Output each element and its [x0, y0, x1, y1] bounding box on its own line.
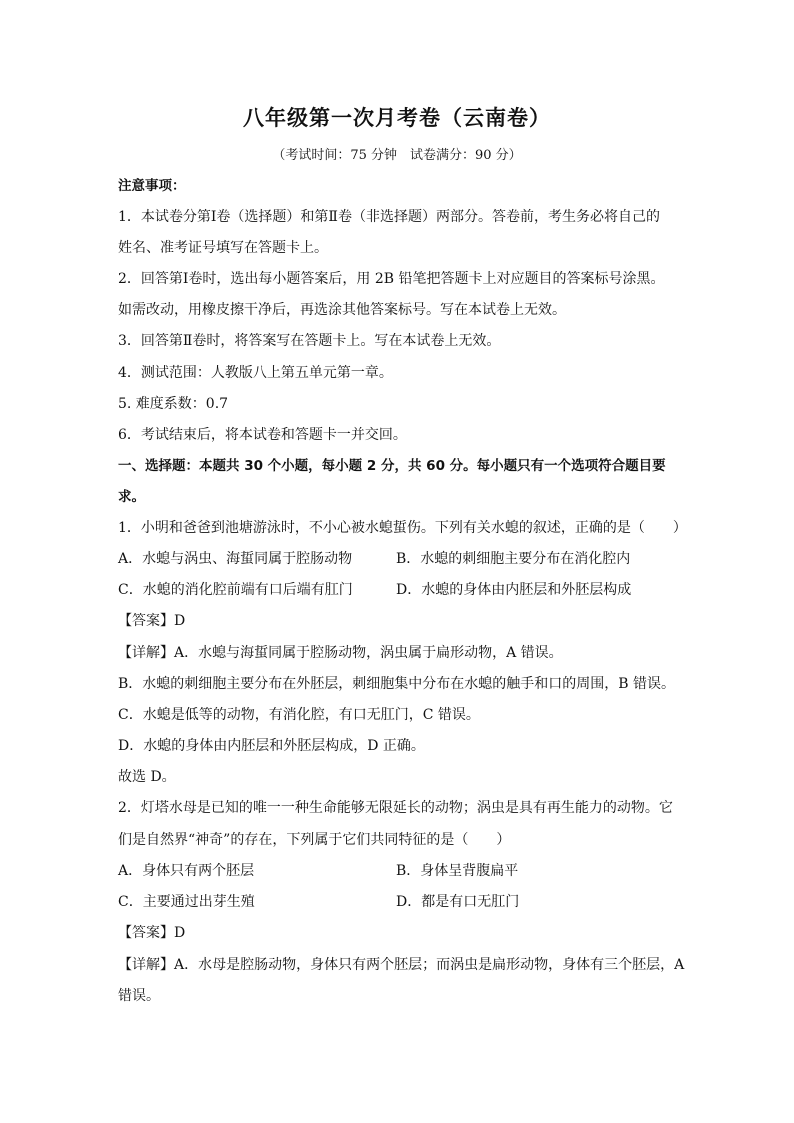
notice-item: 3．回答第Ⅱ卷时，将答案写在答题卡上。写在本试卷上无效。	[118, 333, 501, 349]
section-heading: 一、选择题：本题共 30 个小题，每小题 2 分，共 60 分。每小题只有一个选项符合题目要	[118, 458, 666, 474]
question-1-stem: 1．小明和爸爸到池塘游泳时，不小心被水螅蜇伤。下列有关水螅的叙述，正确的是（ ）	[118, 520, 687, 536]
notice-item: 4．测试范围：人教版八上第五单元第一章。	[118, 365, 393, 381]
q1-explanation: D．水螅的身体由内胚层和外胚层构成，D 正确。	[118, 738, 425, 754]
section-heading-cont: 求。	[118, 489, 145, 505]
q1-explanation: 故选 D。	[118, 769, 176, 785]
question-2-stem: 2．灯塔水母是已知的唯一一种生命能够无限延长的动物；涡虫是具有再生能力的动物。它	[118, 800, 673, 816]
notice-item: 1．本试卷分第Ⅰ卷（选择题）和第Ⅱ卷（非选择题）两部分。答卷前，考生务必将自己的	[118, 209, 660, 225]
q2-option-b: B．身体呈背腹扁平	[396, 863, 519, 879]
q2-option-a: A．身体只有两个胚层	[118, 863, 255, 879]
page-title: 八年级第一次月考卷（云南卷）	[243, 106, 551, 130]
q1-explanation: 【详解】A．水螅与海蜇同属于腔肠动物，涡虫属于扁形动物，A 错误。	[118, 645, 563, 661]
q1-option-b: B．水螅的刺细胞主要分布在消化腔内	[396, 551, 631, 567]
q1-answer: 【答案】D	[118, 613, 186, 629]
q2-option-c: C．主要通过出芽生殖	[118, 894, 255, 910]
notice-item: 6．考试结束后，将本试卷和答题卡一并交回。	[118, 427, 407, 443]
q2-option-d: D．都是有口无肛门	[396, 894, 520, 910]
q1-option-a: A．水螅与涡虫、海蜇同属于腔肠动物	[118, 551, 353, 567]
q1-option-d: D．水螅的身体由内胚层和外胚层构成	[396, 582, 632, 598]
notice-item: 如需改动，用橡皮擦干净后，再选涂其他答案标号。写在本试卷上无效。	[118, 302, 566, 318]
q2-explanation: 【详解】A．水母是腔肠动物，身体只有两个胚层；而涡虫是扁形动物，身体有三个胚层，A	[118, 957, 685, 973]
exam-info: （考试时间：75 分钟 试卷满分：90 分）	[272, 148, 522, 163]
q1-explanation: C．水螅是低等的动物，有消化腔，有口无肛门，C 错误。	[118, 707, 480, 723]
notice-item: 5. 难度系数：0.7	[118, 396, 229, 412]
notice-item: 姓名、准考证号填写在答题卡上。	[118, 240, 328, 256]
notice-heading: 注意事项：	[118, 178, 186, 194]
question-2-stem-cont: 们是自然界“神奇”的存在，下列属于它们共同特征的是（ ）	[118, 832, 511, 848]
q1-option-c: C．水螅的消化腔前端有口后端有肛门	[118, 582, 353, 598]
q2-explanation-cont: 错误。	[118, 988, 160, 1004]
q1-explanation: B．水螅的刺细胞主要分布在外胚层，刺细胞集中分布在水螅的触手和口的周围，B 错误。	[118, 676, 676, 692]
notice-item: 2．回答第Ⅰ卷时，选出每小题答案后，用 2B 铅笔把答题卡上对应题目的答案标号涂黑。	[118, 271, 665, 287]
q2-answer: 【答案】D	[118, 925, 186, 941]
